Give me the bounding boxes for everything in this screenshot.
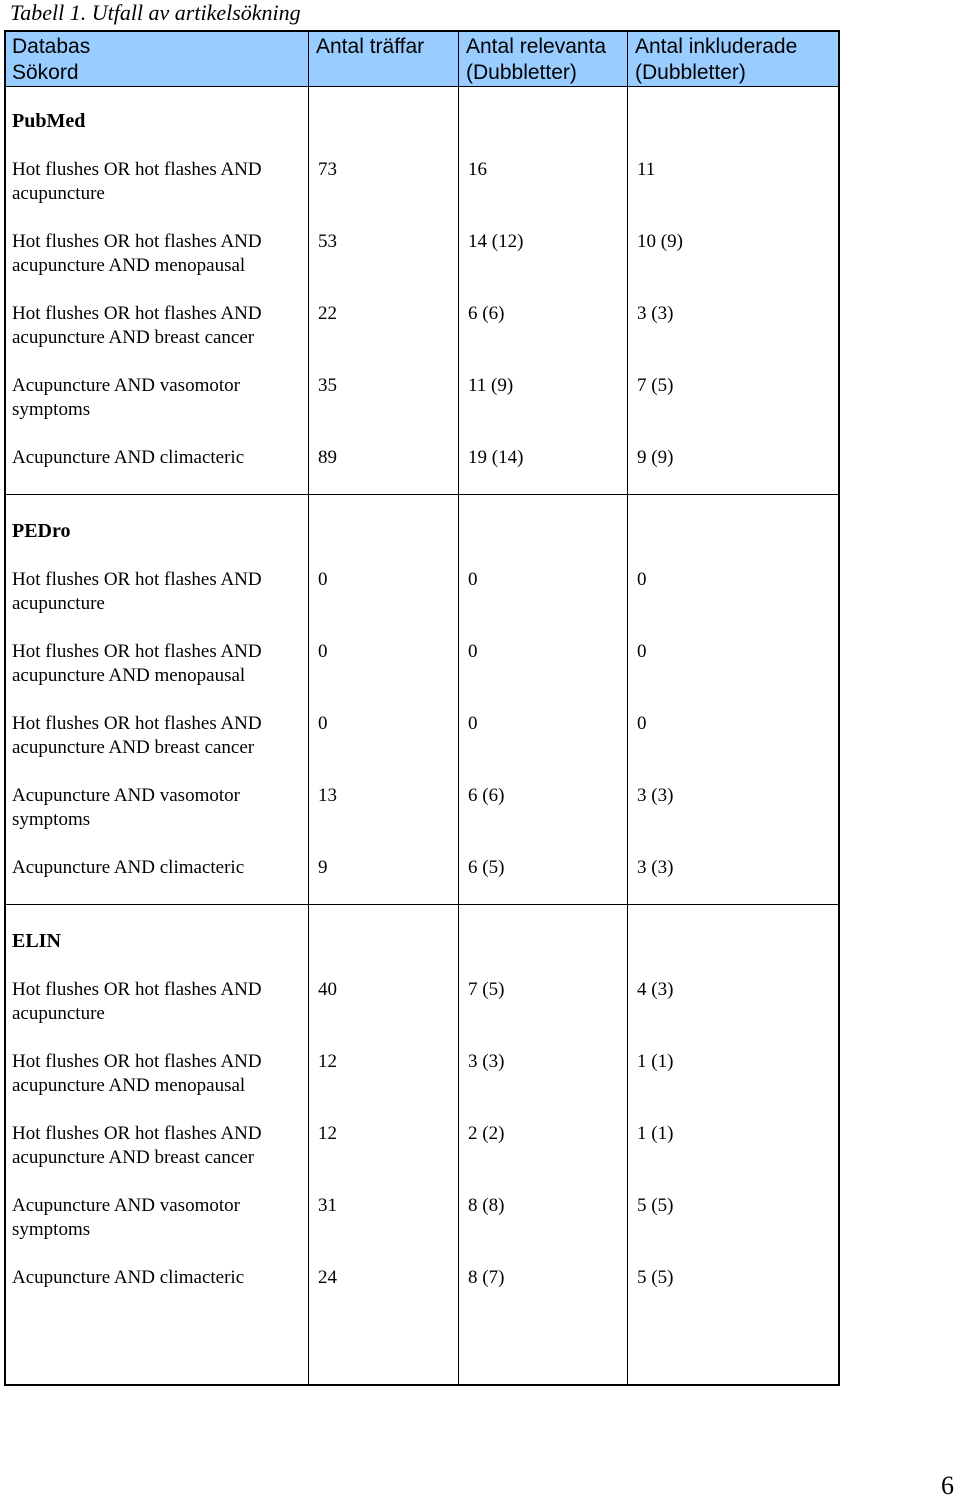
section-title-pubmed: PubMed (12, 110, 86, 132)
row-included: 3 (3) (637, 785, 674, 806)
row-hits: 0 (318, 569, 328, 590)
row-hits: 12 (318, 1123, 337, 1144)
row-relevant: 8 (7) (468, 1267, 505, 1288)
row-included: 0 (637, 569, 647, 590)
row-hits: 0 (318, 713, 328, 734)
row-query: Hot flushes OR hot flashes AND acupuncture (12, 979, 262, 1024)
row-query: Hot flushes OR hot flashes AND acupuncture AND breast cancer (12, 1123, 262, 1168)
row-hits: 31 (318, 1195, 337, 1216)
row-included: 5 (5) (637, 1267, 674, 1288)
row-relevant: 0 (468, 713, 478, 734)
row-query: Acupuncture AND climacteric (12, 447, 245, 468)
row-included: 3 (3) (637, 857, 674, 878)
row-hits: 89 (318, 447, 337, 468)
row-hits: 0 (318, 641, 328, 662)
column-divider-3 (627, 32, 628, 1384)
row-hits: 24 (318, 1267, 337, 1288)
row-hits: 9 (318, 857, 328, 878)
row-query: Acupuncture AND climacteric (12, 857, 245, 878)
section-divider-1 (6, 494, 838, 495)
header-relevant: Antal relevanta (Dubbletter) (466, 35, 607, 84)
row-included: 7 (5) (637, 375, 674, 396)
row-relevant: 11 (9) (468, 375, 514, 396)
column-divider-2 (458, 32, 459, 1384)
row-query: Acupuncture AND vasomotor symptoms (12, 785, 240, 830)
row-query: Acupuncture AND vasomotor symptoms (12, 375, 240, 420)
row-relevant: 3 (3) (468, 1051, 505, 1072)
row-hits: 22 (318, 303, 337, 324)
row-included: 4 (3) (637, 979, 674, 1000)
row-query: Hot flushes OR hot flashes AND acupuncture AND menopausal (12, 641, 262, 686)
row-relevant: 0 (468, 641, 478, 662)
row-included: 5 (5) (637, 1195, 674, 1216)
row-included: 10 (9) (637, 231, 683, 252)
row-relevant: 19 (14) (468, 447, 524, 468)
header-database-query: Databas Sökord (12, 35, 91, 84)
row-query: Hot flushes OR hot flashes AND acupuncture AND menopausal (12, 231, 262, 276)
section-divider-2 (6, 904, 838, 905)
row-query: Hot flushes OR hot flashes AND acupuncture AND menopausal (12, 1051, 262, 1096)
row-relevant: 6 (6) (468, 785, 505, 806)
header-hits: Antal träffar (316, 35, 425, 58)
row-relevant: 2 (2) (468, 1123, 505, 1144)
section-title-pedro: PEDro (12, 520, 71, 542)
section-title-elin: ELIN (12, 930, 61, 952)
row-relevant: 7 (5) (468, 979, 505, 1000)
header-included: Antal inkluderade (Dubbletter) (635, 35, 798, 84)
row-hits: 13 (318, 785, 337, 806)
row-included: 0 (637, 713, 647, 734)
row-relevant: 14 (12) (468, 231, 524, 252)
row-relevant: 6 (6) (468, 303, 505, 324)
row-relevant: 6 (5) (468, 857, 505, 878)
row-query: Hot flushes OR hot flashes AND acupuncture AND breast cancer (12, 713, 262, 758)
row-relevant: 0 (468, 569, 478, 590)
column-divider-1 (308, 32, 309, 1384)
row-included: 1 (1) (637, 1123, 674, 1144)
row-query: Hot flushes OR hot flashes AND acupuncture (12, 569, 262, 614)
row-included: 0 (637, 641, 647, 662)
results-table (4, 30, 840, 1386)
row-hits: 12 (318, 1051, 337, 1072)
row-relevant: 16 (468, 159, 487, 180)
row-query: Hot flushes OR hot flashes AND acupuncture AND breast cancer (12, 303, 262, 348)
row-hits: 35 (318, 375, 337, 396)
row-hits: 53 (318, 231, 337, 252)
row-included: 11 (637, 159, 656, 180)
header-divider (6, 86, 838, 87)
page-number: 6 (941, 1471, 954, 1500)
row-included: 1 (1) (637, 1051, 674, 1072)
row-query: Acupuncture AND climacteric (12, 1267, 245, 1288)
row-included: 9 (9) (637, 447, 674, 468)
row-query: Acupuncture AND vasomotor symptoms (12, 1195, 240, 1240)
row-included: 3 (3) (637, 303, 674, 324)
row-hits: 73 (318, 159, 337, 180)
table-caption: Tabell 1. Utfall av artikelsökning (10, 0, 301, 25)
row-relevant: 8 (8) (468, 1195, 505, 1216)
row-hits: 40 (318, 979, 337, 1000)
row-query: Hot flushes OR hot flashes AND acupuncture (12, 159, 262, 204)
